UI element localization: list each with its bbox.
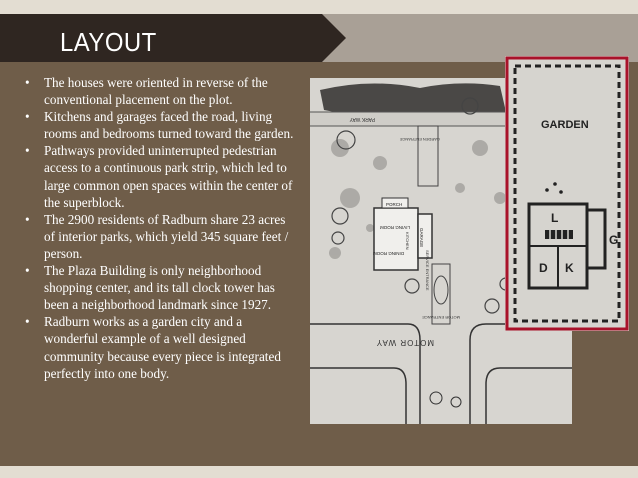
porch-label: PORCH xyxy=(386,202,403,207)
detail-plan-image xyxy=(505,56,629,331)
bullet-item: • Pathways provided uninterrupted pedestrian access to a continuous park strip, which led to large common open spaces within the center of the superblock. xyxy=(22,142,294,210)
bullet-item: • Radburn works as a garden city and a wonderful example of a well designed community because every piece is integrated perfectly into one body. xyxy=(22,313,294,381)
living-room-label: L xyxy=(551,211,559,225)
garage-label: G xyxy=(609,233,619,247)
dining-room-label: D xyxy=(539,261,548,275)
motor-entrance-label: MOTOR ENTRANCE xyxy=(422,315,460,320)
bullet-item: • The 2900 residents of Radburn share 23 acres of interior parks, which yield 345 square feet / person. xyxy=(22,211,294,262)
service-entrance-label: SERVICE ENTRANCE xyxy=(425,250,430,291)
garden-label: GARDEN xyxy=(541,119,589,131)
bullet-item: • Kitchens and garages faced the road, living rooms and bedrooms turned toward the garden. xyxy=(22,108,294,142)
kitchen-label: K xyxy=(565,261,574,275)
bullet-list xyxy=(22,74,294,382)
bullet-item: • The Plaza Building is only neighborhood shopping center, and its tall clock tower has been a neighborhood landmark since 1927. xyxy=(22,262,294,313)
park-way-label: PARK WAY xyxy=(349,116,375,122)
living-room-label: LIVING ROOM xyxy=(379,225,410,230)
title-banner xyxy=(0,14,346,62)
bullet-item: • The houses were oriented in reverse of the conventional placement on the plot. xyxy=(22,74,294,108)
dining-room-label: DINING ROOM xyxy=(373,251,404,256)
garage-label: GARAGE xyxy=(419,228,424,248)
garden-entrance-label: GARDEN ENTRANCE xyxy=(399,137,440,142)
motor-way-label: MOTOR WAY xyxy=(375,338,434,347)
kitchen-label: KITCHEN xyxy=(405,232,410,250)
slide-title: LAYOUT xyxy=(60,27,157,57)
